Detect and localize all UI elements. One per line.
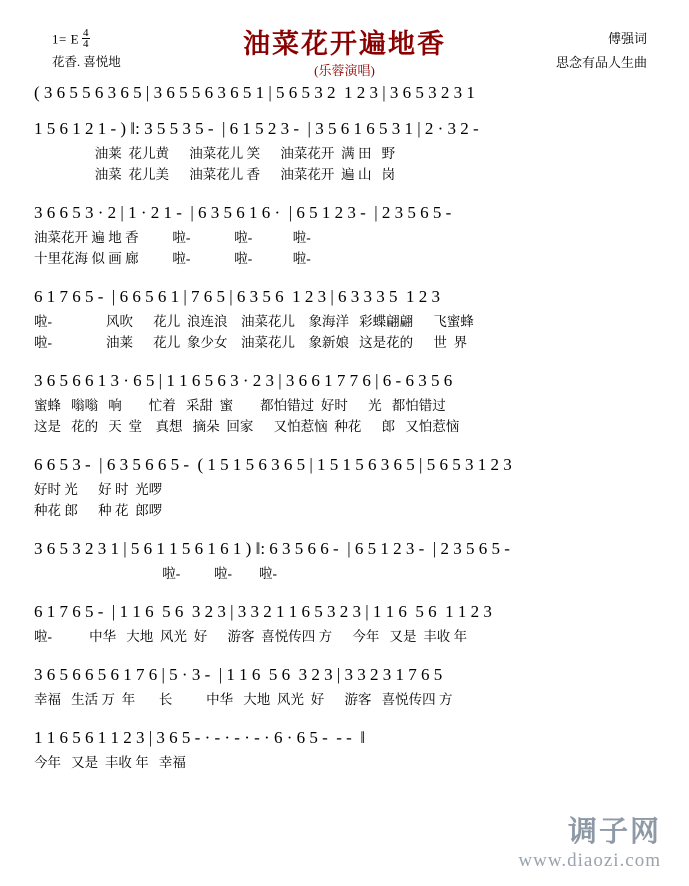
lyric-line-verse1: 油菜花开 遍 地 香 啦- 啦- 啦- bbox=[34, 230, 311, 245]
watermark-site-name: 调子网 bbox=[567, 816, 661, 848]
system-spacer bbox=[34, 522, 655, 536]
system-spacer bbox=[34, 438, 655, 452]
performer-label: (乐蓉演唱) bbox=[314, 63, 375, 78]
lyric-line-verse2: 油菜 花儿美 油菜花儿 香 油菜花开 遍 山 岗 bbox=[34, 167, 396, 182]
music-system bbox=[0, 116, 689, 200]
music-system bbox=[0, 599, 689, 662]
music-system bbox=[0, 368, 689, 452]
lyric-line-verse2: 种花 郎 种 花 郎啰 bbox=[34, 503, 163, 518]
notation-line: 1 5 6 1 2 1 - ) ‖: 3 5 5 3 5 - | 6 1 5 2 3 - | 3 5 6 1 6 5 3 1 | 2 · 3 2 - bbox=[34, 119, 479, 138]
system-spacer bbox=[34, 108, 655, 116]
system-spacer bbox=[34, 648, 655, 662]
notation-line: ( 3 6 5 5 6 3 6 5 | 3 6 5 5 6 3 6 5 1 | 5 6 5 3 2 1 2 3 | 3 6 5 3 2 3 1 bbox=[34, 83, 475, 102]
sheet-header bbox=[0, 0, 689, 80]
watermark-url: www.diaozi.com bbox=[518, 850, 661, 871]
notation-line: 6 6 5 3 - | 6 3 5 6 6 5 - ( 1 5 1 5 6 3 6 5 | 1 5 1 5 6 3 6 5 | 5 6 5 3 1 2 3 bbox=[34, 455, 512, 474]
music-system bbox=[0, 80, 689, 116]
notation-line: 3 6 5 3 2 3 1 | 5 6 1 1 5 6 1 6 1 ) ‖: 6 3 5 6 6 - | 6 5 1 2 3 - | 2 3 5 6 5 - bbox=[34, 539, 510, 558]
notation-line: 3 6 6 5 3 · 2 | 1 · 2 1 - | 6 3 5 6 1 6 · | 6 5 1 2 3 - | 2 3 5 6 5 - bbox=[34, 203, 452, 222]
notation-line: 6 1 7 6 5 - | 6 6 5 6 1 | 7 6 5 | 6 3 5 6 1 2 3 | 6 3 3 3 5 1 2 3 bbox=[34, 287, 441, 306]
watermark bbox=[518, 809, 661, 872]
system-spacer bbox=[34, 186, 655, 200]
time-signature-numerator: 4 bbox=[83, 27, 90, 39]
tempo-mood-label: 花香. 喜悦地 bbox=[52, 55, 121, 69]
notation-line: 1 1 6 5 6 1 1 2 3 | 3 6 5 - · - · - · - · 6 · 6 5 - - - ‖ bbox=[34, 728, 366, 747]
music-system bbox=[0, 284, 689, 368]
lyric-line-verse1: 幸福 生活 万 年 长 中华 大地 风光 好 游客 喜悦传四 方 bbox=[34, 692, 453, 707]
lyric-line-verse2: 十里花海 似 画 廊 啦- 啦- 啦- bbox=[34, 251, 311, 266]
music-system bbox=[0, 452, 689, 536]
lyricist-credit: 傅强词 bbox=[607, 31, 647, 46]
lyric-line-verse2: 这是 花的 天 堂 真想 摘朵 回家 又怕惹恼 种花 郎 又怕惹恼 bbox=[34, 419, 460, 434]
lyric-line-verse2: 啦- 油莱 花儿 象少女 油菜花儿 象新娘 这是花的 世 界 bbox=[34, 335, 468, 350]
lyric-line-verse1: 啦- 中华 大地 风光 好 游客 喜悦传四 方 今年 又是 丰收 年 bbox=[34, 629, 468, 644]
lyric-line-verse1: 啦- 风吹 花儿 浪连浪 油菜花儿 象海洋 彩蝶翩翩 飞蜜蜂 bbox=[34, 314, 474, 329]
music-system bbox=[0, 662, 689, 725]
composer-credit: 思念有品人生曲 bbox=[555, 55, 647, 70]
system-spacer bbox=[34, 711, 655, 725]
system-spacer bbox=[34, 354, 655, 368]
key-signature-label: 1= E bbox=[52, 31, 80, 47]
notation-line: 6 1 7 6 5 - | 1 1 6 5 6 3 2 3 | 3 3 2 1 1 6 5 3 2 3 | 1 1 6 5 6 1 1 2 3 bbox=[34, 602, 492, 621]
lyric-line-verse1: 今年 又是 丰收 年 幸福 bbox=[34, 755, 186, 770]
lyric-line-verse1: 蜜蜂 嗡嗡 响 忙着 采甜 蜜 都怕错过 好时 光 都怕错过 bbox=[34, 398, 446, 413]
system-spacer bbox=[34, 270, 655, 284]
music-system bbox=[0, 200, 689, 284]
page-title: 油菜花开遍地香 bbox=[243, 29, 446, 59]
lyric-line-verse1: 油莱 花儿黄 油菜花儿 笑 油菜花开 满 田 野 bbox=[34, 146, 396, 161]
lyric-line-verse1: 啦- 啦- 啦- bbox=[34, 566, 277, 581]
notation-line: 3 6 5 6 6 1 3 · 6 5 | 1 1 6 5 6 3 · 2 3 | 3 6 6 1 7 7 6 | 6 - 6 3 5 6 bbox=[34, 371, 453, 390]
lyric-line-verse1: 好时 光 好 时 光啰 bbox=[34, 482, 163, 497]
notation-line: 3 6 5 6 6 5 6 1 7 6 | 5 · 3 - | 1 1 6 5 6 3 2 3 | 3 3 2 3 1 7 6 5 bbox=[34, 665, 443, 684]
music-system bbox=[0, 536, 689, 599]
time-signature-denominator: 4 bbox=[83, 38, 90, 51]
music-system bbox=[0, 725, 689, 774]
system-spacer bbox=[34, 585, 655, 599]
